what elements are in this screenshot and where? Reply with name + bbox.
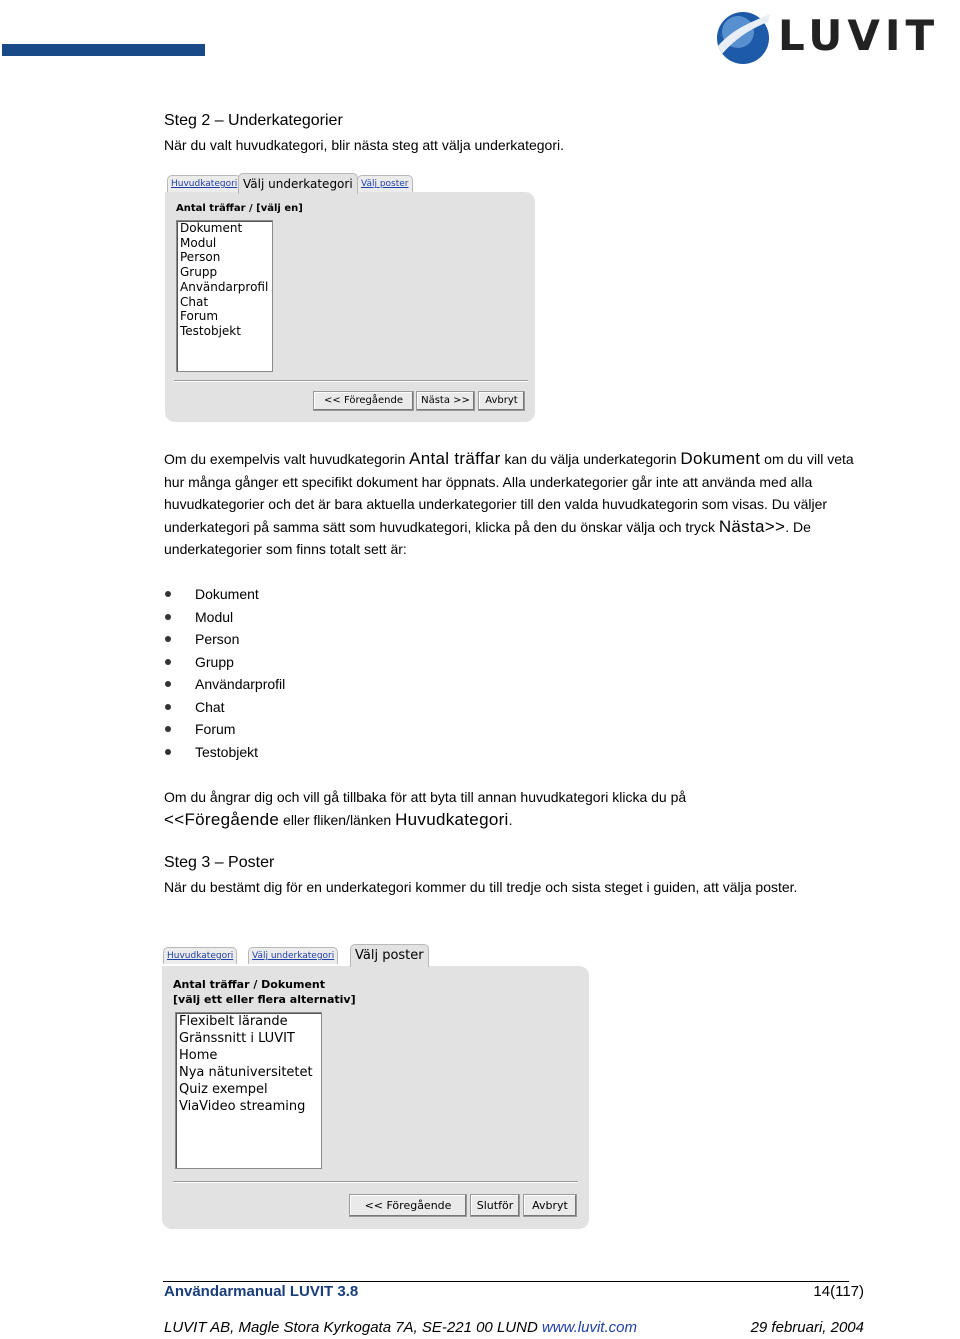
list-item: Person: [164, 628, 285, 651]
list-item[interactable]: Användarprofil: [180, 279, 269, 294]
text-run: .: [508, 811, 513, 828]
footer-manual-title: Användarmanual LUVIT 3.8: [164, 1283, 359, 1300]
list-item[interactable]: Modul: [180, 235, 217, 250]
website-link[interactable]: www.luvit.com: [541, 1319, 637, 1336]
term-dokument: Dokument: [680, 449, 761, 468]
step2-heading: Steg 2 – Underkategorier: [164, 112, 343, 129]
previous-button[interactable]: << Föregående: [349, 1194, 467, 1217]
luvit-logo: [712, 6, 957, 68]
paragraph-subcategory-explanation: [164, 448, 854, 561]
subcategory-listbox[interactable]: [176, 220, 273, 372]
list-item[interactable]: Quiz exempel: [179, 1082, 268, 1097]
address-text: LUVIT AB, Magle Stora Kyrkogata 7A, SE-221 00 LUND: [164, 1319, 542, 1336]
next-button[interactable]: Nästa >>: [416, 391, 475, 411]
tab-valj-underkategori[interactable]: Välj underkategori: [248, 947, 338, 964]
selection-hint: [välj ett eller flera alternativ]: [173, 993, 356, 1006]
footer-page-number: 14(117): [813, 1283, 864, 1300]
tab-valj-poster[interactable]: Välj poster: [357, 175, 413, 192]
logo-globe-icon: [714, 8, 772, 66]
logo-text: LUVIT: [778, 11, 940, 60]
text-run: kan du välja underkategorin: [500, 451, 681, 467]
list-item[interactable]: ViaVideo streaming: [179, 1099, 306, 1114]
posts-listbox[interactable]: [175, 1012, 322, 1169]
list-item[interactable]: Forum: [180, 309, 219, 324]
tab-valj-poster[interactable]: Välj poster: [350, 944, 429, 967]
step3-heading: Steg 3 – Poster: [164, 854, 275, 871]
cancel-button[interactable]: Avbryt: [478, 391, 525, 411]
panel-divider: [173, 1181, 578, 1183]
list-item[interactable]: Gränssnitt i LUVIT: [179, 1031, 295, 1046]
text-run: . De underkategorier som finns totalt sett är:: [164, 518, 811, 557]
term-huvudkategori: Huvudkategori: [395, 809, 509, 829]
term-antal-traffar: Antal träffar: [409, 449, 501, 468]
list-item: Chat: [164, 696, 285, 719]
list-item[interactable]: Nya nätuniversitetet: [179, 1065, 313, 1080]
step2-intro: När du valt huvudkategori, blir nästa steg att välja underkategori.: [164, 137, 565, 153]
panel-divider: [174, 380, 528, 382]
list-item[interactable]: Testobjekt: [180, 323, 241, 338]
list-item[interactable]: Person: [180, 250, 221, 265]
subcategory-list: [164, 583, 285, 763]
tab-huvudkategori[interactable]: Huvudkategori: [167, 175, 241, 192]
list-item: Modul: [164, 606, 285, 629]
step3-intro: När du bestämt dig för en underkategori kommer du till tredje och sista steget i guiden, att välja poster.: [164, 879, 798, 895]
list-item: Användarprofil: [164, 673, 285, 696]
tab-valj-underkategori[interactable]: Välj underkategori: [238, 173, 358, 194]
text-run: eller fliken/länken: [279, 811, 396, 828]
subcategory-label: Antal träffar / [välj en]: [176, 203, 303, 214]
list-item: Grupp: [164, 651, 285, 674]
list-item[interactable]: Flexibelt lärande: [179, 1014, 288, 1029]
term-foregaende: <<Föregående: [164, 809, 280, 829]
cancel-button[interactable]: Avbryt: [523, 1194, 577, 1217]
text-run: Om du ångrar dig och vill gå tillbaka för att byta till annan huvudkategori klicka du på: [164, 789, 687, 805]
footer-date: 29 februari, 2004: [750, 1319, 864, 1336]
text-run: om du vill veta hur många gånger ett specifikt dokument har öppnats. Alla underkategorier går inte att använda med alla huvudkategorier och det är bara aktuella underkategorier till den valda huvudkategorin som visas. Du väljer underkategori på samma sätt som huvudkategori, klicka på den du önskar välja och tryck: [164, 451, 854, 535]
finish-button[interactable]: Slutför: [470, 1194, 520, 1217]
tab-huvudkategori[interactable]: Huvudkategori: [163, 947, 237, 964]
footer-address: [164, 1318, 637, 1338]
term-nasta: Nästa>>: [718, 516, 786, 536]
list-item[interactable]: Chat: [180, 294, 209, 309]
text-run: Om du exempelvis valt huvudkategorin: [164, 451, 410, 467]
wizard-step2-screenshot: [165, 173, 536, 423]
list-item[interactable]: Home: [179, 1048, 218, 1063]
list-item[interactable]: Dokument: [180, 221, 243, 235]
paragraph-go-back: [164, 786, 854, 831]
wizard-step3-screenshot: [162, 944, 590, 1230]
list-item[interactable]: Grupp: [180, 265, 218, 280]
list-item: Dokument: [164, 583, 285, 606]
header-bar: [2, 44, 205, 56]
selection-label: Antal träffar / Dokument: [173, 978, 326, 991]
list-item: Testobjekt: [164, 741, 285, 764]
list-item: Forum: [164, 718, 285, 741]
previous-button[interactable]: << Föregående: [313, 391, 414, 411]
